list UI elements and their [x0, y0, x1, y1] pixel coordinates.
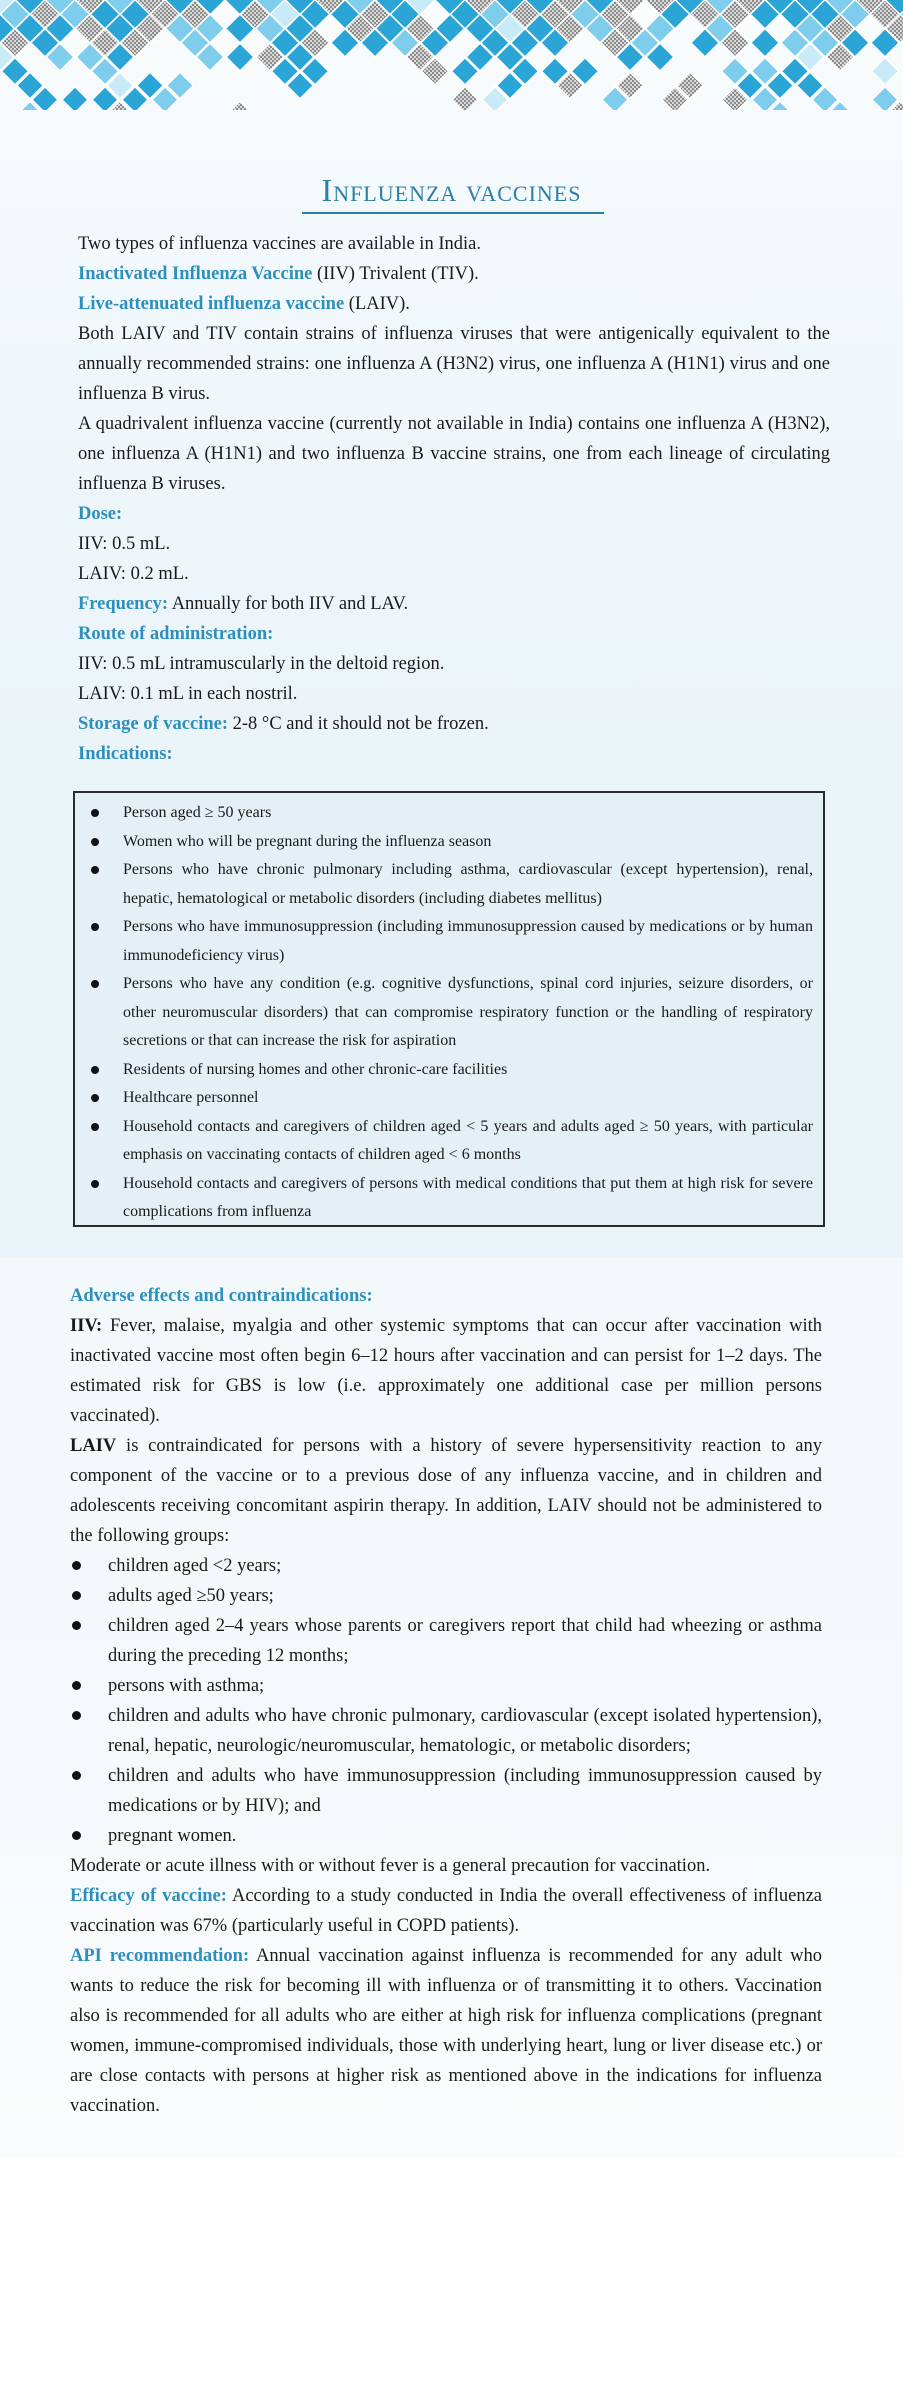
dose-laiv: LAIV: 0.2 mL. — [78, 564, 189, 584]
indications-heading: Indications: — [78, 744, 173, 764]
pattern-diamond — [227, 101, 252, 110]
page-title: Influenza vaccines — [321, 172, 582, 208]
route-iiv: IIV: 0.5 mL intramuscularly in the deltoid region. — [78, 654, 445, 674]
indication-item: Persons who have immunosuppression (including immunosuppression caused by medications or by human immunodeficiency virus) — [75, 913, 813, 970]
storage-line — [78, 709, 830, 739]
pattern-diamond — [751, 29, 779, 57]
route-laiv: LAIV: 0.1 mL in each nostril. — [78, 684, 298, 704]
iiv-text: (IIV) Trivalent (TIV). — [312, 264, 479, 284]
pattern-diamond — [62, 87, 88, 110]
route-heading: Route of administration: — [78, 624, 274, 644]
iiv-label: Inactivated Influenza Vaccine — [78, 264, 313, 284]
indication-item: Persons who have any condition (e.g. cognitive dysfunctions, spinal cord injuries, seizure disorders, or other neuromuscular disorders) that can compromise respiratory function or the handling of respiratory secretions or that can increase the risk for aspiration — [75, 970, 813, 1056]
frequency-line — [78, 589, 830, 619]
contraindication-item: persons with asthma; — [70, 1671, 822, 1701]
contraindication-item: adults aged ≥50 years; — [70, 1581, 822, 1611]
indication-item: Household contacts and caregivers of children aged < 5 years and adults aged ≥ 50 years, with particular emphasis on vaccinating contacts of children aged < 6 months — [75, 1113, 813, 1170]
adverse-laiv-text: is contraindicated for persons with a history of severe hypersensitivity reaction to any component of the vaccine or to a previous dose of any influenza vaccine, and in children and adolescents receiving concomitant aspirin therapy. In addition, LAIV should not be administered to the following groups: — [70, 1436, 822, 1546]
contraindication-item: children aged 2–4 years whose parents or caregivers report that child had wheezing or asthma during the preceding 12 months; — [70, 1611, 822, 1671]
dose-heading: Dose: — [78, 504, 123, 524]
adverse-laiv-label: LAIV — [70, 1436, 117, 1456]
laiv-label: Live-attenuated influenza vaccine — [78, 294, 345, 314]
pattern-diamond — [226, 43, 254, 71]
intro-section — [78, 229, 830, 769]
quadrivalent-paragraph: A quadrivalent influenza vaccine (currently not available in India) contains one influenza A (H3N2), one influenza A (H1N1) and two influenza B vaccine strains, one from each lineage of circulating influenza B viruses. — [78, 414, 830, 494]
adverse-iiv-text: Fever, malaise, myalgia and other systemic symptoms that can occur after vaccination with inactivated vaccine most often begin 6–12 hours after vaccination and can persist for 1–2 days. The estimated risk for GBS is low (i.e. approximately one additional case per million persons vaccinated). — [70, 1316, 822, 1426]
laiv-text: (LAIV). — [344, 294, 410, 314]
indication-item: Household contacts and caregivers of persons with medical conditions that put them at high risk for severe complications from influenza — [75, 1170, 813, 1227]
efficacy-label: Efficacy of vaccine: — [70, 1886, 227, 1906]
api-text: Annual vaccination against influenza is recommended for any adult who wants to reduce the risk for becoming ill with influenza or of transmitting it to others. Vaccination also is recommended for all adults who are either at high risk for influenza complications (pregnant women, immune-compromised individuals, those with underlying heart, lung or liver disease etc.) or are close contacts with persons at higher risk as mentioned above in the indications for influenza vaccination. — [70, 1946, 822, 2116]
adverse-iiv-paragraph — [70, 1311, 822, 1431]
iiv-line — [78, 259, 830, 289]
indication-item: Women who will be pregnant during the influenza season — [75, 828, 813, 857]
indications-list — [75, 793, 823, 1227]
frequency-label: Frequency: — [78, 594, 169, 614]
adverse-effects-section — [70, 1281, 822, 2121]
indication-item: Residents of nursing homes and other chronic-care facilities — [75, 1056, 813, 1085]
pattern-diamond — [871, 58, 898, 85]
storage-label: Storage of vaccine: — [78, 714, 229, 734]
frequency-text: Annually for both IIV and LAV. — [168, 594, 409, 614]
indication-item: Healthcare personnel — [75, 1084, 813, 1113]
indication-item: Person aged ≥ 50 years — [75, 799, 813, 828]
api-label: API recommendation: — [70, 1946, 250, 1966]
adverse-laiv-paragraph — [70, 1431, 822, 1551]
indication-item: Persons who have chronic pulmonary including asthma, cardiovascular (except hypertension), renal, hepatic, hematological or metabolic disorders (including diabetes mellitus) — [75, 856, 813, 913]
strains-paragraph: Both LAIV and TIV contain strains of influenza viruses that were antigenically equivalent to the annually recommended strains: one influenza A (H3N2) virus, one influenza A (H1N1) virus and one influenza B virus. — [78, 324, 830, 404]
contraindication-item: children aged <2 years; — [70, 1551, 822, 1581]
dose-iiv: IIV: 0.5 mL. — [78, 534, 171, 554]
indications-box — [73, 791, 825, 1227]
efficacy-paragraph — [70, 1881, 822, 1941]
laiv-line — [78, 289, 830, 319]
title-underline — [302, 212, 604, 214]
contraindication-item: children and adults who have chronic pulmonary, cardiovascular (except isolated hypertension), renal, hepatic, neurologic/neuromuscular, hematologic, or metabolic disorders; — [70, 1701, 822, 1761]
adverse-heading: Adverse effects and contraindications: — [70, 1286, 373, 1306]
pattern-diamond — [452, 87, 478, 110]
api-paragraph — [70, 1941, 822, 2121]
contraindication-item: children and adults who have immunosuppression (including immunosuppression caused by medications or by HIV); and — [70, 1761, 822, 1821]
storage-text: 2-8 °C and it should not be frozen. — [228, 714, 489, 734]
adverse-iiv-label: IIV: — [70, 1316, 103, 1336]
efficacy-text: According to a study conducted in India the overall effectiveness of influenza vaccination was 67% (particularly useful in COPD patients). — [70, 1886, 822, 1936]
intro-line: Two types of influenza vaccines are available in India. — [78, 234, 481, 254]
laiv-contraindication-list — [70, 1551, 822, 1851]
general-precaution: Moderate or acute illness with or without fever is a general precaution for vaccination. — [70, 1856, 711, 1876]
contraindication-item: pregnant women. — [70, 1821, 822, 1851]
decorative-diamond-pattern — [0, 0, 903, 110]
